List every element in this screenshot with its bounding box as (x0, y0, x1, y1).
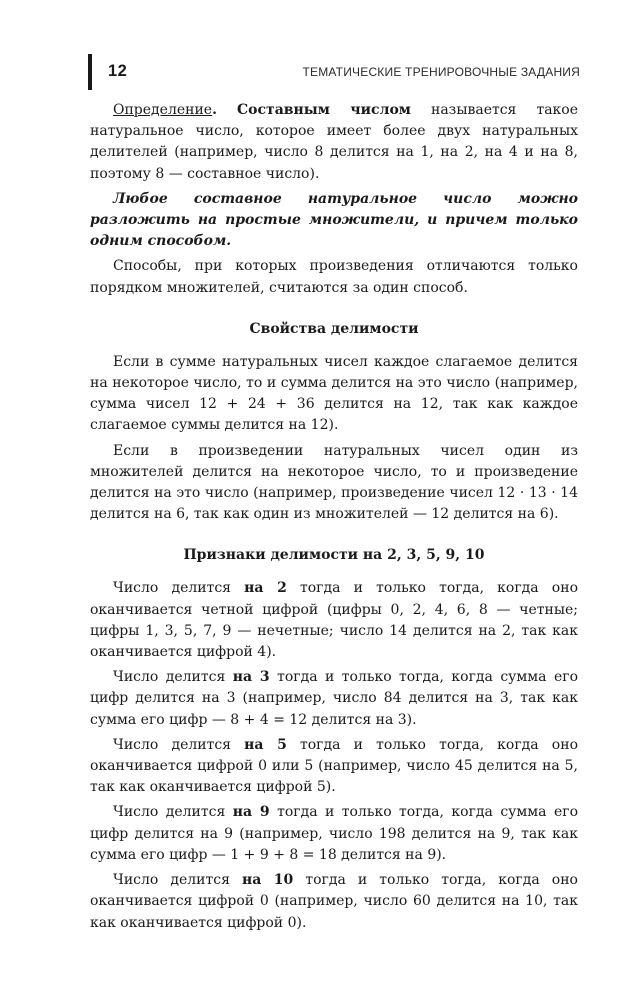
page-body (90, 100, 578, 934)
sum-property-paragraph: Если в сумме натуральных чисел каждое слагаемое делится на некоторое число, то и сумма делится на это число (например, сумма чисел 12 + 24 + 36 делится на 12, так как каждое слагаемое суммы делится на 12). (90, 353, 578, 434)
rule-divisible-by-2 (90, 578, 578, 663)
rule-divisible-by-5 (90, 735, 578, 799)
rule-3-key: на 3 (232, 669, 270, 686)
rule-5-key: на 5 (244, 736, 287, 753)
rule-divisible-by-3 (90, 667, 578, 731)
rule-9-post: тогда и только тогда, когда сумма его цифр делится на 9 (например, число 198 делится на 9, так как сумма его цифр — 1 + 9 + 8 = 18 делится на 9). (90, 804, 578, 863)
definition-paragraph (90, 100, 578, 185)
page-number: 12 (108, 62, 128, 80)
rule-9-pre: Число делится (113, 804, 233, 821)
rule-10-key: на 10 (242, 872, 294, 889)
rule-divisible-by-10 (90, 870, 578, 934)
rule-9-key: на 9 (232, 804, 270, 821)
rule-10-post: тогда и только тогда, когда оно оканчивается цифрой 0 (например, число 60 делится на 10, так как оканчивается цифрой 0). (90, 872, 578, 931)
note-paragraph: Способы, при которых произведения отличаются только порядком множителей, считаются за один способ. (90, 258, 578, 296)
definition-text: называется такое натуральное число, которое имеет более двух натуральных делителей (например, число 8 делится на 1, на 2, на 4 и на 8, поэтому 8 — составное число). (90, 102, 578, 182)
header-rule (88, 54, 92, 90)
theorem-paragraph: Любое составное натуральное число можно разложить на простые множители, и причем только одним способом. (90, 190, 578, 250)
running-header-title: ТЕМАТИЧЕСКИЕ ТРЕНИРОВОЧНЫЕ ЗАДАНИЯ (302, 65, 580, 79)
rule-divisible-by-9 (90, 802, 578, 866)
product-property-paragraph: Если в произведении натуральных чисел один из множителей делится на некоторое число, то и произведение делится на это число (например, произведение чисел 12 · 13 · 14 делится на 6, так как один из множителей — 12 делится на 6). (90, 442, 578, 523)
rule-5-post: тогда и только тогда, когда оно оканчивается цифрой 0 или 5 (например, число 45 делится на 5, так как оканчивается цифрой 5). (90, 736, 578, 796)
definition-label: Определение (113, 102, 213, 118)
rule-10-pre: Число делится (113, 872, 242, 889)
section-heading-divisibility-properties: Свойства делимости (249, 320, 419, 337)
definition-dot: . (212, 102, 217, 118)
rule-3-pre: Число делится (113, 669, 233, 686)
rule-2-key: на 2 (244, 580, 287, 597)
rule-5-pre: Число делится (113, 736, 245, 753)
definition-term: Составным числом (237, 102, 411, 118)
rule-2-pre: Число делится (113, 580, 245, 597)
rule-3-post: тогда и только тогда, когда сумма его цифр делится на 3 (например, число 84 делится на 3, так как сумма его цифр — 8 + 4 = 12 делится на 3). (90, 669, 578, 728)
rule-2-post: тогда и только тогда, когда оно оканчивается четной цифрой (цифры 0, 2, 4, 6, 8 — четные; цифры 1, 3, 5, 7, 9 — нечетные; число 14 делится на 2, так как оканчивается цифрой 4). (90, 580, 578, 661)
section-heading-divisibility-tests: Признаки делимости на 2, 3, 5, 9, 10 (183, 547, 485, 564)
